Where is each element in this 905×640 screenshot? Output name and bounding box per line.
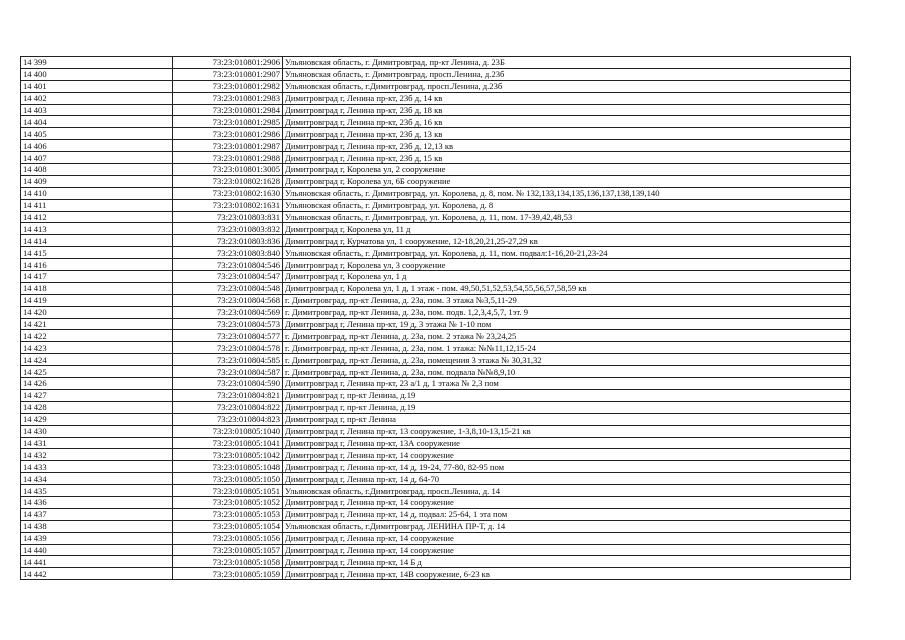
row-number-cell: 14 439 bbox=[21, 532, 173, 544]
row-number-cell: 14 435 bbox=[21, 485, 173, 497]
row-number-cell: 14 426 bbox=[21, 378, 173, 390]
address-cell: Димитровград г, Ленина пр-кт, 23 а/1 д, 1 этажа № 2,3 пом bbox=[283, 378, 851, 390]
table-row bbox=[21, 223, 851, 235]
address-cell: Димитровград г, Ленина пр-кт, 23б д, 14 кв bbox=[283, 92, 851, 104]
cadastral-number-cell: 73:23:010805:1052 bbox=[173, 496, 283, 508]
table-row bbox=[21, 175, 851, 187]
address-cell: Димитровград г, Королева ул, 3 сооружение bbox=[283, 259, 851, 271]
row-number-cell: 14 436 bbox=[21, 496, 173, 508]
cadastral-number-cell: 73:23:010805:1059 bbox=[173, 568, 283, 580]
address-cell: Ульяновская область, г. Димитровград, ул. Королева, д. 8, пом. № 132,133,134,135,136,137,138,139,140 bbox=[283, 187, 851, 199]
cadastral-number-cell: 73:23:010805:1056 bbox=[173, 532, 283, 544]
table-row bbox=[21, 366, 851, 378]
address-cell: Димитровград г, Ленина пр-кт, 14В сооружение, 6-23 кв bbox=[283, 568, 851, 580]
table-row bbox=[21, 461, 851, 473]
cadastral-number-cell: 73:23:010804:573 bbox=[173, 318, 283, 330]
row-number-cell: 14 408 bbox=[21, 164, 173, 176]
table-row bbox=[21, 556, 851, 568]
table-row bbox=[21, 508, 851, 520]
row-number-cell: 14 425 bbox=[21, 366, 173, 378]
cadastral-number-cell: 73:23:010801:2984 bbox=[173, 104, 283, 116]
address-cell: г. Димитровград, пр-кт Ленина, д. 23а, пом. 3 этажа №3,5,11-29 bbox=[283, 294, 851, 306]
row-number-cell: 14 414 bbox=[21, 235, 173, 247]
row-number-cell: 14 407 bbox=[21, 152, 173, 164]
cadastral-number-cell: 73:23:010801:2988 bbox=[173, 152, 283, 164]
address-cell: Димитровград г, Королева ул, 6Б сооружение bbox=[283, 175, 851, 187]
row-number-cell: 14 430 bbox=[21, 425, 173, 437]
table-row bbox=[21, 532, 851, 544]
table-row bbox=[21, 485, 851, 497]
cadastral-number-cell: 73:23:010804:590 bbox=[173, 378, 283, 390]
address-cell: Димитровград г, Ленина пр-кт, 13А сооружение bbox=[283, 437, 851, 449]
row-number-cell: 14 415 bbox=[21, 247, 173, 259]
row-number-cell: 14 442 bbox=[21, 568, 173, 580]
cadastral-number-cell: 73:23:010804:546 bbox=[173, 259, 283, 271]
cadastral-number-cell: 73:23:010804:587 bbox=[173, 366, 283, 378]
row-number-cell: 14 421 bbox=[21, 318, 173, 330]
cadastral-number-cell: 73:23:010805:1058 bbox=[173, 556, 283, 568]
table-row bbox=[21, 401, 851, 413]
address-cell: Димитровград г, Ленина пр-кт, 14 д, 19-24, 77-80, 82-95 пом bbox=[283, 461, 851, 473]
cadastral-number-cell: 73:23:010804:578 bbox=[173, 342, 283, 354]
row-number-cell: 14 405 bbox=[21, 128, 173, 140]
address-cell: Ульяновская область, г.Димитровград, ЛЕНИНА ПР-Т, д. 14 bbox=[283, 520, 851, 532]
cadastral-number-cell: 73:23:010805:1048 bbox=[173, 461, 283, 473]
row-number-cell: 14 403 bbox=[21, 104, 173, 116]
row-number-cell: 14 409 bbox=[21, 175, 173, 187]
address-cell: г. Димитровград, пр-кт Ленина, д. 23а, помещения 3 этажа № 30,31,32 bbox=[283, 354, 851, 366]
address-cell: Ульяновская область, г. Димитровград, ул. Королева, д. 11, пом. подвал:1-16,20-21,23-24 bbox=[283, 247, 851, 259]
table-row bbox=[21, 164, 851, 176]
address-cell: Димитровград г, Ленина пр-кт, 23б д, 12,13 кв bbox=[283, 140, 851, 152]
table-row bbox=[21, 413, 851, 425]
address-cell: Димитровград г, Ленина пр-кт, 23б д, 16 кв bbox=[283, 116, 851, 128]
cadastral-number-cell: 73:23:010801:3005 bbox=[173, 164, 283, 176]
cadastral-number-cell: 73:23:010803:836 bbox=[173, 235, 283, 247]
row-number-cell: 14 437 bbox=[21, 508, 173, 520]
row-number-cell: 14 417 bbox=[21, 271, 173, 283]
cadastral-number-cell: 73:23:010804:577 bbox=[173, 330, 283, 342]
address-cell: Димитровград г, Ленина пр-кт, 23б д, 13 кв bbox=[283, 128, 851, 140]
address-cell: Ульяновская область, г. Димитровград, просп.Ленина, д.23б bbox=[283, 68, 851, 80]
table-row bbox=[21, 473, 851, 485]
address-cell: Димитровград г, пр-кт Ленина, д.19 bbox=[283, 389, 851, 401]
table-row bbox=[21, 318, 851, 330]
cadastral-number-cell: 73:23:010802:1628 bbox=[173, 175, 283, 187]
address-cell: Ульяновская область, г.Димитровград, просп.Ленина, д. 14 bbox=[283, 485, 851, 497]
cadastral-number-cell: 73:23:010804:823 bbox=[173, 413, 283, 425]
table-row bbox=[21, 294, 851, 306]
cadastral-number-cell: 73:23:010804:569 bbox=[173, 306, 283, 318]
cadastral-number-cell: 73:23:010801:2985 bbox=[173, 116, 283, 128]
table-row bbox=[21, 437, 851, 449]
row-number-cell: 14 412 bbox=[21, 211, 173, 223]
table-row bbox=[21, 520, 851, 532]
table-row bbox=[21, 152, 851, 164]
row-number-cell: 14 423 bbox=[21, 342, 173, 354]
table-row bbox=[21, 80, 851, 92]
address-cell: Димитровград г, пр-кт Ленина, д.19 bbox=[283, 401, 851, 413]
cadastral-number-cell: 73:23:010804:821 bbox=[173, 389, 283, 401]
row-number-cell: 14 427 bbox=[21, 389, 173, 401]
cadastral-number-cell: 73:23:010805:1054 bbox=[173, 520, 283, 532]
cadastral-number-cell: 73:23:010804:822 bbox=[173, 401, 283, 413]
cadastral-number-cell: 73:23:010802:1630 bbox=[173, 187, 283, 199]
cadastral-number-cell: 73:23:010801:2983 bbox=[173, 92, 283, 104]
cadastral-number-cell: 73:23:010801:2987 bbox=[173, 140, 283, 152]
row-number-cell: 14 438 bbox=[21, 520, 173, 532]
row-number-cell: 14 420 bbox=[21, 306, 173, 318]
table-row bbox=[21, 330, 851, 342]
table-row bbox=[21, 247, 851, 259]
row-number-cell: 14 422 bbox=[21, 330, 173, 342]
row-number-cell: 14 410 bbox=[21, 187, 173, 199]
cadastral-number-cell: 73:23:010803:840 bbox=[173, 247, 283, 259]
table-row bbox=[21, 306, 851, 318]
table-row bbox=[21, 271, 851, 283]
row-number-cell: 14 431 bbox=[21, 437, 173, 449]
cadastral-number-cell: 73:23:010805:1050 bbox=[173, 473, 283, 485]
cadastral-number-cell: 73:23:010801:2907 bbox=[173, 68, 283, 80]
row-number-cell: 14 401 bbox=[21, 80, 173, 92]
address-cell: Димитровград г, Королева ул, 2 сооружение bbox=[283, 164, 851, 176]
address-cell: Ульяновская область, г. Димитровград, ул. Королева, д. 11, пом. 17-39,42,48,53 bbox=[283, 211, 851, 223]
row-number-cell: 14 428 bbox=[21, 401, 173, 413]
table-row bbox=[21, 425, 851, 437]
cadastral-number-cell: 73:23:010804:548 bbox=[173, 282, 283, 294]
cadastral-number-cell: 73:23:010803:831 bbox=[173, 211, 283, 223]
table-row bbox=[21, 235, 851, 247]
table-row bbox=[21, 211, 851, 223]
table-row bbox=[21, 378, 851, 390]
address-cell: Ульяновская область, г.Димитровград, просп.Ленина, д.23б bbox=[283, 80, 851, 92]
address-cell: Димитровград г, Ленина пр-кт, 14 сооружение bbox=[283, 496, 851, 508]
row-number-cell: 14 402 bbox=[21, 92, 173, 104]
cadastral-number-cell: 73:23:010804:568 bbox=[173, 294, 283, 306]
table-row bbox=[21, 496, 851, 508]
address-cell: г. Димитровград, пр-кт Ленина, д. 23а, пом. подвала №№8,9,10 bbox=[283, 366, 851, 378]
table-row bbox=[21, 389, 851, 401]
table-row bbox=[21, 449, 851, 461]
address-cell: Димитровград г, пр-кт Ленина bbox=[283, 413, 851, 425]
table-row bbox=[21, 259, 851, 271]
row-number-cell: 14 429 bbox=[21, 413, 173, 425]
table-row bbox=[21, 342, 851, 354]
table-row bbox=[21, 57, 851, 69]
address-cell: Димитровград г, Ленина пр-кт, 14 сооружение bbox=[283, 449, 851, 461]
table-row bbox=[21, 568, 851, 580]
table-row bbox=[21, 68, 851, 80]
address-cell: Димитровград г, Ленина пр-кт, 23б д, 18 кв bbox=[283, 104, 851, 116]
address-cell: г. Димитровград, пр-кт Ленина, д. 23а, пом. 1 этажа: №№11,12,15-24 bbox=[283, 342, 851, 354]
row-number-cell: 14 418 bbox=[21, 282, 173, 294]
table-row bbox=[21, 199, 851, 211]
cadastral-number-cell: 73:23:010804:585 bbox=[173, 354, 283, 366]
address-cell: Димитровград г, Курчатова ул, 1 сооружение, 12-18,20,21,25-27,29 кв bbox=[283, 235, 851, 247]
address-cell: Димитровград г, Ленина пр-кт, 14 Б д bbox=[283, 556, 851, 568]
cadastral-number-cell: 73:23:010802:1631 bbox=[173, 199, 283, 211]
address-cell: Димитровград г, Ленина пр-кт, 14 д, подвал: 25-64, 1 эта пом bbox=[283, 508, 851, 520]
table-row bbox=[21, 354, 851, 366]
row-number-cell: 14 440 bbox=[21, 544, 173, 556]
row-number-cell: 14 399 bbox=[21, 57, 173, 69]
address-cell: Димитровград г, Королева ул, 1 д, 1 этаж - пом. 49,50,51,52,53,54,55,56,57,58,59 кв bbox=[283, 282, 851, 294]
table-row bbox=[21, 282, 851, 294]
row-number-cell: 14 404 bbox=[21, 116, 173, 128]
row-number-cell: 14 411 bbox=[21, 199, 173, 211]
cadastral-number-cell: 73:23:010805:1057 bbox=[173, 544, 283, 556]
address-cell: Димитровград г, Ленина пр-кт, 23б д, 15 кв bbox=[283, 152, 851, 164]
cadastral-number-cell: 73:23:010805:1042 bbox=[173, 449, 283, 461]
address-cell: Ульяновская область, г. Димитровград, ул. Королева, д. 8 bbox=[283, 199, 851, 211]
cadastral-number-cell: 73:23:010805:1040 bbox=[173, 425, 283, 437]
cadastral-number-cell: 73:23:010801:2986 bbox=[173, 128, 283, 140]
address-cell: Димитровград г, Королева ул, 11 д bbox=[283, 223, 851, 235]
registry-table-body bbox=[21, 57, 851, 580]
row-number-cell: 14 432 bbox=[21, 449, 173, 461]
address-cell: г. Димитровград, пр-кт Ленина, д. 23а, пом. подв. 1,2,3,4,5,7, 1эт. 9 bbox=[283, 306, 851, 318]
table-row bbox=[21, 92, 851, 104]
cadastral-number-cell: 73:23:010803:832 bbox=[173, 223, 283, 235]
address-cell: г. Димитровград, пр-кт Ленина, д. 23а, пом. 2 этажа № 23,24,25 bbox=[283, 330, 851, 342]
row-number-cell: 14 433 bbox=[21, 461, 173, 473]
table-row bbox=[21, 140, 851, 152]
row-number-cell: 14 434 bbox=[21, 473, 173, 485]
address-cell: Димитровград г, Королева ул, 1 д bbox=[283, 271, 851, 283]
table-row bbox=[21, 128, 851, 140]
table-row bbox=[21, 116, 851, 128]
table-row bbox=[21, 544, 851, 556]
address-cell: Димитровград г, Ленина пр-кт, 19 д, 3 этажа № 1-10 пом bbox=[283, 318, 851, 330]
address-cell: Димитровград г, Ленина пр-кт, 13 сооружение, 1-3,8,10-13,15-21 кв bbox=[283, 425, 851, 437]
cadastral-number-cell: 73:23:010805:1053 bbox=[173, 508, 283, 520]
row-number-cell: 14 441 bbox=[21, 556, 173, 568]
cadastral-number-cell: 73:23:010804:547 bbox=[173, 271, 283, 283]
address-cell: Димитровград г, Ленина пр-кт, 14 сооружение bbox=[283, 544, 851, 556]
row-number-cell: 14 416 bbox=[21, 259, 173, 271]
address-cell: Димитровград г, Ленина пр-кт, 14 сооружение bbox=[283, 532, 851, 544]
cadastral-number-cell: 73:23:010801:2906 bbox=[173, 57, 283, 69]
row-number-cell: 14 424 bbox=[21, 354, 173, 366]
row-number-cell: 14 400 bbox=[21, 68, 173, 80]
row-number-cell: 14 419 bbox=[21, 294, 173, 306]
address-cell: Ульяновская область, г. Димитровград, пр-кт Ленина, д. 23Б bbox=[283, 57, 851, 69]
cadastral-number-cell: 73:23:010801:2982 bbox=[173, 80, 283, 92]
row-number-cell: 14 413 bbox=[21, 223, 173, 235]
row-number-cell: 14 406 bbox=[21, 140, 173, 152]
cadastral-number-cell: 73:23:010805:1041 bbox=[173, 437, 283, 449]
registry-table bbox=[20, 56, 851, 580]
cadastral-number-cell: 73:23:010805:1051 bbox=[173, 485, 283, 497]
table-row bbox=[21, 104, 851, 116]
table-row bbox=[21, 187, 851, 199]
address-cell: Димитровград г, Ленина пр-кт, 14 д, 64-70 bbox=[283, 473, 851, 485]
